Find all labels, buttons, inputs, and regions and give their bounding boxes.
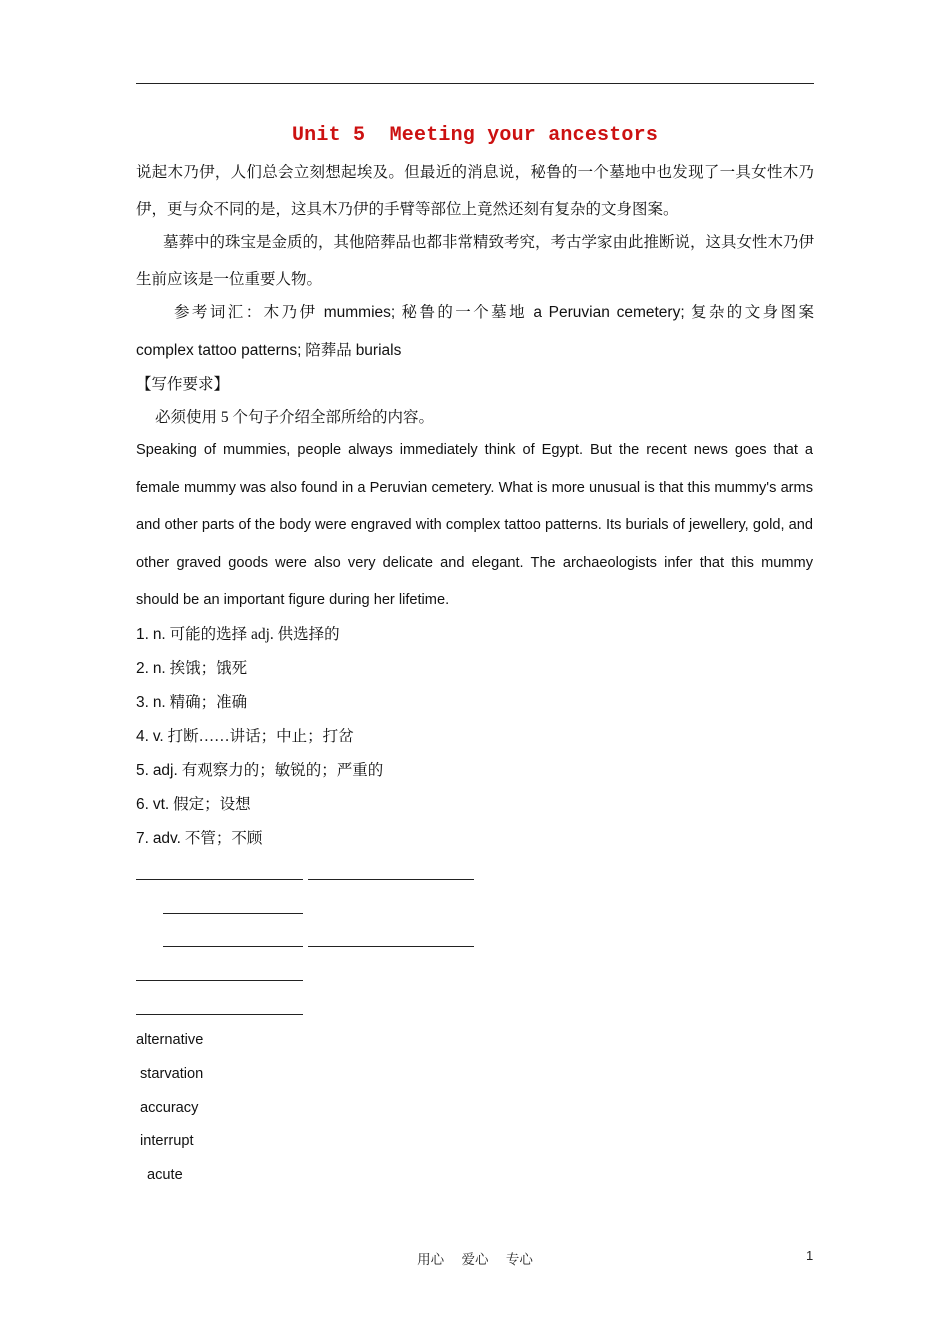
exercise-item: 2. n. 挨饿；饿死	[136, 660, 248, 677]
vocab-cn-4: 陪葬品	[305, 342, 352, 359]
footer-motto: 用心 爱心 专心	[417, 1252, 533, 1267]
requirements-heading: 【写作要求】	[136, 376, 230, 393]
answer-word: starvation	[140, 1066, 204, 1082]
answer-word: acute	[147, 1167, 183, 1183]
vocab-cn-2: 秘鲁的一个墓地	[401, 304, 528, 321]
vocab-en-3: complex tattoo patterns;	[136, 342, 302, 359]
answer-blank	[136, 980, 303, 981]
model-essay: Speaking of mummies, people always immediately think of Egypt. But the recent news goes that a female mummy was also found in a Peruvian cemetery. What is more unusual is that this mummy's arms and other parts of the body were engraved with complex tattoo patterns. Its burials of jewellery, gold, and other graved goods were also very delicate and elegant. The archaeologists infer that this mummy should be an important figure during her lifetime.	[136, 442, 813, 608]
vocab-cn-1: 木乃伊	[263, 304, 318, 321]
answer-word: interrupt	[140, 1133, 194, 1149]
vocab-en-2: a Peruvian cemetery;	[533, 304, 685, 321]
header-rule	[136, 83, 814, 84]
answer-blank	[136, 1014, 303, 1015]
vocab-en-1: mummies;	[323, 304, 396, 321]
exercise-item: 4. v. 打断……讲话；中止；打岔	[136, 728, 354, 745]
intro-paragraph-2: 墓葬中的珠宝是金质的，其他陪葬品也都非常精致考究，考古学家由此推断说，这具女性木乃伊生前应该是一位重要人物。	[136, 234, 815, 288]
answer-blank	[163, 913, 303, 914]
requirements-text: 必须使用 5 个句子介绍全部所给的内容。	[155, 409, 435, 426]
answer-blank	[136, 879, 303, 880]
page-title: Unit 5 Meeting your ancestors	[291, 124, 659, 147]
exercise-item: 5. adj. 有观察力的；敏锐的；严重的	[136, 762, 384, 779]
answer-blank	[308, 946, 474, 947]
intro-paragraph-1: 说起木乃伊，人们总会立刻想起埃及。但最近的消息说，秘鲁的一个墓地中也发现了一具女性木乃伊，更与众不同的是，这具木乃伊的手臂等部位上竟然还刻有复杂的文身图案。	[136, 164, 814, 218]
answer-word: accuracy	[140, 1100, 199, 1116]
exercise-item: 7. adv. 不管；不顾	[136, 830, 263, 847]
answer-word: alternative	[136, 1032, 204, 1048]
exercise-item: 6. vt. 假定；设想	[136, 796, 251, 813]
exercise-item: 3. n. 精确；准确	[136, 694, 248, 711]
vocab-en-4: burials	[355, 342, 402, 359]
vocab-label: 参考词汇：	[174, 304, 264, 321]
vocab-reference-line	[136, 303, 814, 323]
answer-blank	[163, 946, 303, 947]
exercise-item: 1. n. 可能的选择 adj. 供选择的	[136, 626, 340, 643]
vocab-cn-3: 复杂的文身图案	[690, 304, 815, 321]
page-number: 1	[806, 1248, 814, 1263]
vocab-reference-line-2	[136, 341, 401, 361]
answer-blank	[308, 879, 474, 880]
